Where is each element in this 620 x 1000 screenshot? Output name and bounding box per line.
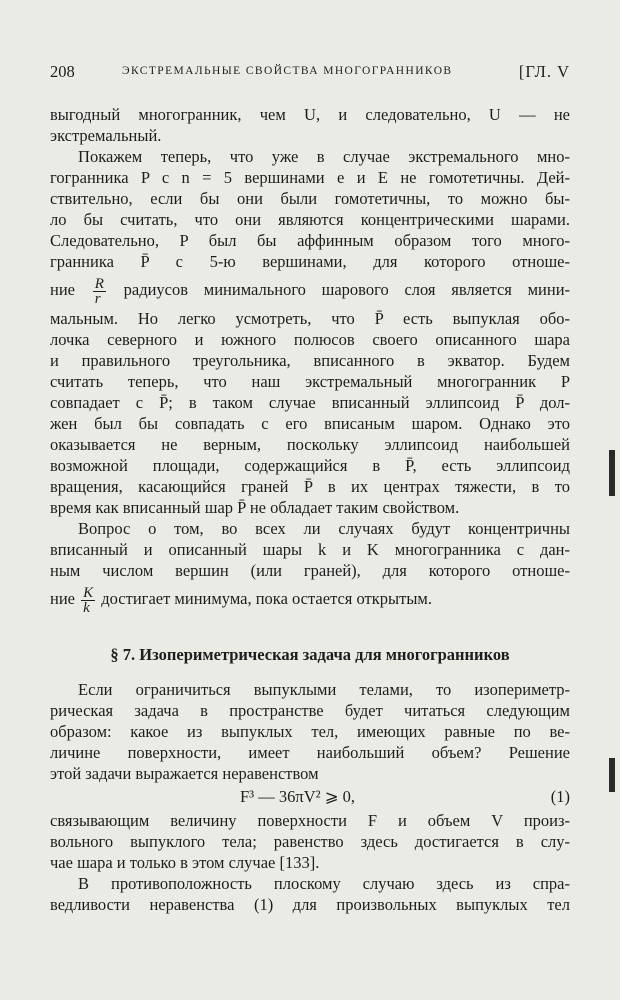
text-line: вращения, касающийся граней P̄ в их центрах тяжести, в то: [50, 477, 570, 496]
text-line: Покажем теперь, что уже в случае экстремального мно-: [78, 147, 570, 166]
text-line: личине поверхности, имеет наибольший объем? Решение: [50, 743, 570, 762]
text-line: жен был бы совпадать с его вписаным шаром. Однако это: [50, 414, 570, 433]
fraction-denominator: r: [94, 290, 101, 307]
equation-number: (1): [550, 787, 570, 806]
text-line: достигает минимума, пока остается открытым.: [101, 589, 432, 608]
text-line: гогранника P с n = 5 вершинами e и E не гомотетичны. Дей-: [50, 168, 570, 187]
chapter-label: [ГЛ. V: [518, 62, 570, 81]
text-line: экстремальный.: [50, 126, 162, 145]
text-line: ло бы считать, что они являются концентрическими шарами.: [50, 210, 570, 229]
section-heading: § 7. Изопериметрическая задача для многогранников: [110, 645, 510, 664]
text-line: ствительно, если бы они были гомотетичны, то можно бы-: [50, 189, 570, 208]
text-line: образом: какое из выпуклых тел, имеющих равные по ве-: [50, 722, 570, 741]
fraction-r-over-r: [93, 277, 106, 306]
text-line: время как вписанный шар P̄ не обладает таким свойством.: [50, 498, 460, 517]
page-number: 208: [50, 62, 75, 81]
equation-formula: F³ — 36πV² ⩾ 0,: [240, 787, 356, 806]
fraction-numerator: R: [94, 275, 104, 292]
text-line: В противоположность плоскому случаю здесь из спра-: [78, 874, 570, 893]
text-line: радиусов минимального шарового слоя является мини-: [123, 280, 571, 299]
heading-gap: [50, 671, 570, 679]
text-line: считать теперь, что наш экстремальный многогранник P: [50, 372, 570, 391]
text-line: выгодный многогранник, чем U, и следовательно, U — не: [50, 105, 570, 124]
page-header: [50, 62, 570, 84]
text-line: и правильного треугольника, вписанного в экватор. Будем: [50, 351, 570, 370]
text-line: оказывается не верным, поскольку эллипсоид наибольшей: [50, 435, 570, 454]
text-line: рическая задача в пространстве будет читаться следующим: [50, 701, 570, 720]
text-line: мальным. Но легко усмотреть, что P̄ есть выпуклая обо-: [50, 309, 570, 328]
text-line-with-fraction: [50, 581, 570, 617]
text-line: гранника P̄ с 5-ю вершинами, для которого отноше-: [50, 252, 570, 271]
text-line-with-fraction: [50, 272, 570, 308]
fraction-k-over-k: [81, 586, 95, 615]
section-gap: [50, 617, 570, 639]
text-line: этой задачи выражается неравенством: [50, 764, 319, 783]
text-line: Следовательно, P был бы аффинным образом того много-: [50, 231, 570, 250]
fraction-prefix: ние: [50, 280, 75, 299]
text-line: Если ограничиться выпуклыми телами, то изопериметр-: [78, 680, 570, 699]
text-line: Вопрос о том, во всех ли случаях будут концентричны: [78, 519, 570, 538]
running-title: ЭКСТРЕМАЛЬНЫЕ СВОЙСТВА МНОГОГРАННИКОВ: [122, 65, 453, 77]
text-line: ным числом вершин (или граней), для которого отноше-: [50, 561, 570, 580]
text-line: вписанный и описанный шары k и K многогранника с дан-: [50, 540, 570, 559]
text-line: чае шара и только в этом случае [133].: [50, 853, 320, 872]
fraction-numerator: K: [83, 584, 94, 601]
scan-edge-mark: [609, 758, 615, 792]
text-line: вольного выпуклого тела; равенство здесь достигается в слу-: [50, 832, 570, 851]
text-line: ведливости неравенства (1) для произвольных выпуклых тел: [50, 895, 570, 914]
text-line: лочка северного и южного полюсов своего описанного шара: [50, 330, 570, 349]
equation-1: [50, 784, 570, 810]
text-line: связывающим величину поверхности F и объем V произ-: [50, 811, 570, 830]
scan-edge-mark: [609, 450, 615, 496]
text-line: совпадает с P̄; в таком случае вписанный эллипсоид P̄ дол-: [50, 393, 570, 412]
fraction-prefix: ние: [50, 589, 75, 608]
page-body: [50, 104, 570, 915]
text-line: возможной площади, содержащийся в P̄, есть эллипсоид: [50, 456, 570, 475]
fraction-denominator: k: [83, 599, 90, 616]
